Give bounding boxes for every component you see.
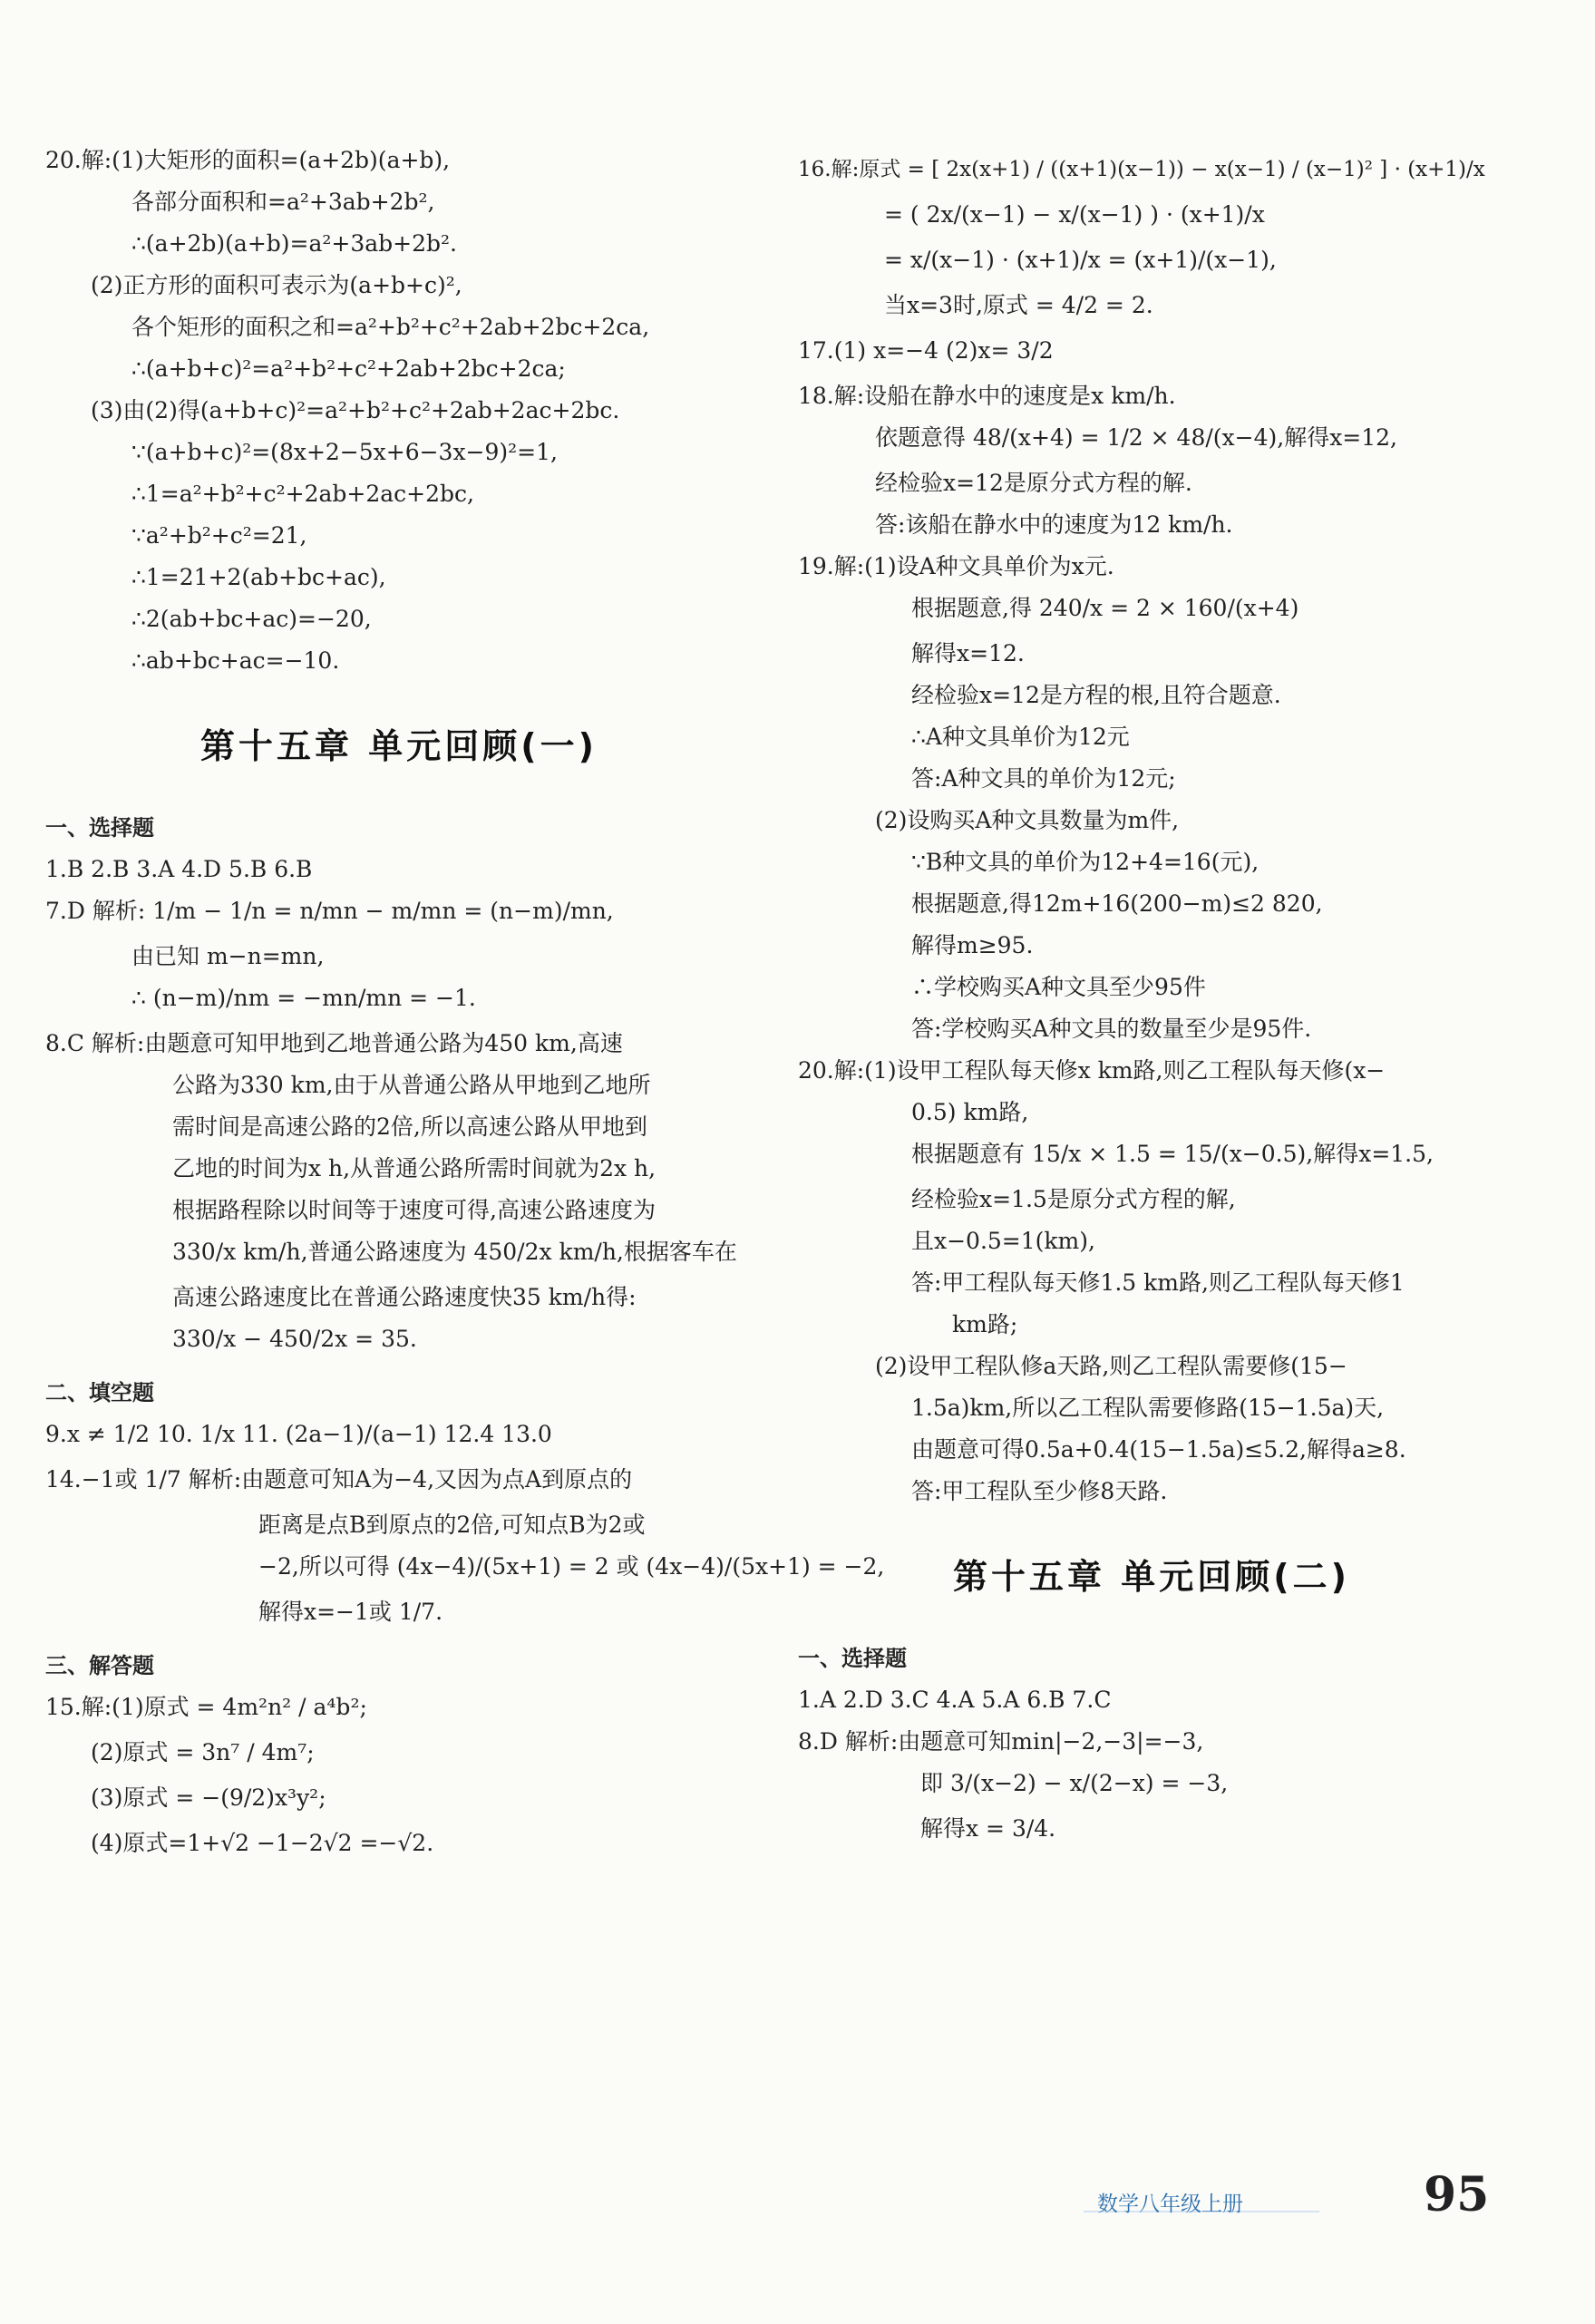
text-line: ∵a²+b²+c²=21, <box>131 522 307 549</box>
text-line: 经检验x=12是方程的根,且符合题意. <box>911 682 1281 708</box>
text-line: 1.5a)km,所以乙工程队需要修路(15−1.5a)天, <box>911 1395 1385 1421</box>
text-line: 330/x km/h,普通公路速度为 450/2x km/h,根据客车在 <box>172 1239 737 1265</box>
text-line: ∴1=a²+b²+c²+2ab+2ac+2bc, <box>131 481 474 507</box>
text-line: ∴(a+b+c)²=a²+b²+c²+2ab+2bc+2ca; <box>131 355 566 382</box>
text-line: 由题意可得0.5a+0.4(15−1.5a)≤5.2,解得a≥8. <box>911 1436 1406 1463</box>
text-line: (2)正方形的面积可表示为(a+b+c)², <box>91 272 462 298</box>
problem-14-explanation <box>45 1464 885 1628</box>
page-number: 95 <box>1424 2167 1490 2222</box>
problem-20-solution <box>798 1055 1505 1507</box>
problem-19-solution <box>798 551 1505 1045</box>
text-line: 解得x = 3/4. <box>920 1815 1056 1842</box>
problem-15-solution <box>45 1692 753 1859</box>
text-line: 根据题意,得 240/x = 2 × 160/(x+4) <box>911 595 1299 621</box>
problem-8b-explanation <box>798 1726 1505 1844</box>
text-line: 16.解:原式 = [ 2x(x+1) / ((x+1)(x−1)) − x(x−1) / (x−1)² ] · (x+1)/x <box>798 158 1485 181</box>
text-line: 18.解:设船在静水中的速度是x km/h. <box>798 383 1176 409</box>
chapter-title-2: 第十五章 单元回顾(二) <box>953 1557 1350 1597</box>
text-line: (2)设购买A种文具数量为m件, <box>875 807 1180 833</box>
text-line: 答:甲工程队每天修1.5 km路,则乙工程队每天修1 <box>911 1269 1405 1296</box>
section-heading-solve: 三、解答题 <box>45 1653 154 1678</box>
problem-16-solution <box>798 154 1505 321</box>
text-line: 7.D 解析: 1/m − 1/n = n/mn − m/mn = (n−m)/mn, <box>45 898 614 924</box>
text-line: (3)由(2)得(a+b+c)²=a²+b²+c²+2ab+2ac+2bc. <box>91 397 620 423</box>
section-heading-choice: 一、选择题 <box>45 815 154 841</box>
text-line: 解得x=−1或 1/7. <box>258 1599 443 1625</box>
text-line: = x/(x−1) · (x+1)/x = (x+1)/(x−1), <box>884 247 1277 273</box>
problem-18-solution <box>798 381 1505 540</box>
text-line: 20.解:(1)设甲工程队每天修x km路,则乙工程队每天修(x− <box>798 1057 1386 1084</box>
text-line: 答:甲工程队至少修8天路. <box>911 1478 1168 1504</box>
text-line: 根据题意有 15/x × 1.5 = 15/(x−0.5),解得x=1.5, <box>911 1141 1434 1167</box>
text-line: 当x=3时,原式 = 4/2 = 2. <box>884 292 1153 318</box>
text-line: 答:学校购买A种文具的数量至少是95件. <box>911 1016 1312 1042</box>
text-line: 由已知 m−n=mn, <box>131 943 325 969</box>
text-line: (2)原式 = 3n⁷ / 4m⁷; <box>91 1739 315 1765</box>
answers-multiple-choice: 1.B 2.B 3.A 4.D 5.B 6.B <box>45 856 313 882</box>
text-line: 14.−1或 1/7 解析:由题意可知A为−4,又因为点A到原点的 <box>45 1466 633 1493</box>
text-line: 距离是点B到原点的2倍,可知点B为2或 <box>258 1512 646 1538</box>
text-line: (3)原式 = −(9/2)x³y²; <box>91 1784 326 1811</box>
text-line: ∵B种文具的单价为12+4=16(元), <box>911 849 1259 875</box>
text-line: 经检验x=12是原分式方程的解. <box>875 470 1192 496</box>
problem-20-solution <box>45 145 753 676</box>
text-line: ∴ab+bc+ac=−10. <box>131 647 340 674</box>
chapter-title-1: 第十五章 单元回顾(一) <box>200 726 598 766</box>
text-line: ∴ (n−m)/nm = −mn/mn = −1. <box>131 985 476 1011</box>
text-line: ∴2(ab+bc+ac)=−20, <box>131 606 372 632</box>
answers-fill-blank: 9.x ≠ 1/2 10. 1/x 11. (2a−1)/(a−1) 12.4 13.0 <box>45 1421 552 1447</box>
text-line: ∴(a+2b)(a+b)=a²+3ab+2b². <box>131 230 457 257</box>
text-line: 乙地的时间为x h,从普通公路所需时间就为2x h, <box>172 1155 656 1181</box>
text-line: 答:A种文具的单价为12元; <box>911 765 1176 792</box>
text-line: 15.解:(1)原式 = 4m²n² / a⁴b²; <box>45 1694 367 1720</box>
text-line: 答:该船在静水中的速度为12 km/h. <box>875 511 1233 538</box>
right-column <box>798 145 1505 1859</box>
text-line: 高速公路速度比在普通公路速度快35 km/h得: <box>172 1284 637 1310</box>
text-line: (2)设甲工程队修a天路,则乙工程队需要修(15− <box>875 1353 1347 1379</box>
text-line: 解得m≥95. <box>911 932 1034 958</box>
text-line: −2,所以可得 (4x−4)/(5x+1) = 2 或 (4x−4)/(5x+1) = −2, <box>258 1553 885 1580</box>
text-line: 根据题意,得12m+16(200−m)≤2 820, <box>911 890 1323 917</box>
text-line: 各部分面积和=a²+3ab+2b², <box>131 189 435 215</box>
text-line: = ( 2x/(x−1) − x/(x−1) ) · (x+1)/x <box>884 201 1265 228</box>
text-line: 330/x − 450/2x = 35. <box>172 1326 417 1352</box>
text-line: 20.解:(1)大矩形的面积=(a+2b)(a+b), <box>45 147 451 173</box>
left-column <box>45 145 885 1870</box>
text-line: 8.D 解析:由题意可知min|−2,−3|=−3, <box>798 1728 1204 1755</box>
text-line: 依题意得 48/(x+4) = 1/2 × 48/(x−4),解得x=12, <box>875 424 1398 451</box>
text-line: 19.解:(1)设A种文具单价为x元. <box>798 553 1114 579</box>
text-line: 经检验x=1.5是原分式方程的解, <box>911 1186 1236 1212</box>
text-line: km路; <box>952 1311 1018 1337</box>
text-line: 需时间是高速公路的2倍,所以高速公路从甲地到 <box>172 1113 647 1140</box>
text-line: 即 3/(x−2) − x/(2−x) = −3, <box>920 1770 1229 1796</box>
text-line: 且x−0.5=1(km), <box>911 1228 1095 1254</box>
text-line: ∵(a+b+c)²=(8x+2−5x+6−3x−9)²=1, <box>131 439 558 465</box>
text-line: 公路为330 km,由于从普通公路从甲地到乙地所 <box>172 1072 651 1098</box>
book-title-footer: 数学八年级上册 <box>1097 2193 1243 2216</box>
section-heading-choice-2: 一、选择题 <box>798 1646 907 1671</box>
text-line: ∴A种文具单价为12元 <box>911 724 1130 750</box>
answers-multiple-choice-2: 1.A 2.D 3.C 4.A 5.A 6.B 7.C <box>798 1687 1112 1713</box>
text-line: 0.5) km路, <box>911 1099 1029 1125</box>
problem-8-explanation <box>45 1028 753 1355</box>
text-line: 8.C 解析:由题意可知甲地到乙地普通公路为450 km,高速 <box>45 1030 623 1056</box>
text-line: (4)原式=1+√2 −1−2√2 =−√2. <box>91 1830 434 1856</box>
section-heading-fill: 二、填空题 <box>45 1380 154 1405</box>
problem-17-answer: 17.(1) x=−4 (2)x= 3/2 <box>798 337 1054 364</box>
text-line: 各个矩形的面积之和=a²+b²+c²+2ab+2bc+2ca, <box>131 314 650 340</box>
text-line: ∴学校购买A种文具至少95件 <box>911 974 1206 1000</box>
text-line: 根据路程除以时间等于速度可得,高速公路速度为 <box>172 1197 656 1223</box>
problem-7-explanation <box>45 896 753 1014</box>
text-line: 解得x=12. <box>911 640 1025 666</box>
text-line: ∴1=21+2(ab+bc+ac), <box>131 564 386 590</box>
